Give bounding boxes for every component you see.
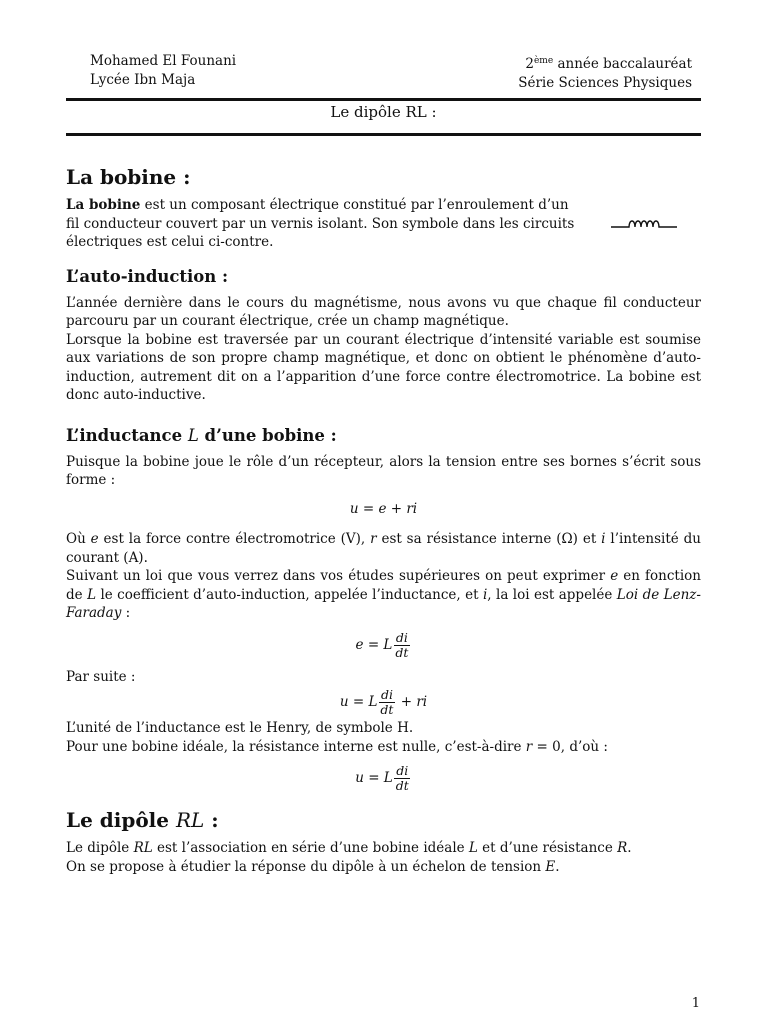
section-title-dipole: Le dipôle RL : xyxy=(66,808,219,832)
equation-u-full: u = L $\frac{di}{dt}$ + ri xyxy=(339,687,428,717)
section-title-inductance: L’inductance L d’une bobine : xyxy=(66,425,337,445)
header-left xyxy=(90,52,236,90)
author-name: Mohamed El Founani xyxy=(90,53,237,69)
class-year: 2ème année baccalauréat xyxy=(525,56,692,72)
section-title-auto-induction: L’auto-induction : xyxy=(66,266,229,286)
section-title-bobine: La bobine : xyxy=(66,165,191,189)
auto-induction-p2: Lorsque la bobine est traversée par un courant électrique d’intensité variable est soumise aux variations de son propre champ magnétique, et donc on obtient le phénomène d’auto-induction, autrement dit on a l’apparition d’une force contre électromotrice. La bobine est donc auto-inductive. xyxy=(66,331,701,403)
title-rule-top xyxy=(66,98,701,101)
coil-symbol xyxy=(586,217,701,231)
dipole-p2: On se propose à étudier la réponse du dipôle à un échelon de tension E. xyxy=(66,858,560,875)
equation-ideal-coil: u = L $\frac{di}{dt}$ xyxy=(355,763,409,793)
inductance-p1: Puisque la bobine joue le rôle d’un récepteur, alors la tension entre ses bornes s’écrit sous forme : xyxy=(66,453,701,488)
dipole-p1: Le dipôle RL est l’association en série d’une bobine idéale L et d’une résistance R. xyxy=(66,840,632,856)
inductance-p6: Pour une bobine idéale, la résistance interne est nulle, c’est-à-dire r = 0, d’où : xyxy=(66,738,608,755)
auto-induction-p1: L’année dernière dans le cours du magnétisme, nous avons vu que chaque fil conducteur parcouru par un courant électrique, crée un champ magnétique. xyxy=(66,294,701,329)
bobine-intro-text: La bobine est un composant électrique constitué par l’enroulement d’un fil conducteur couvert par un vernis isolant. Son symbole dans les circuits électriques est celui ci-contre. xyxy=(66,197,575,250)
main-content xyxy=(66,164,701,876)
document-title: Le dipôle RL : xyxy=(330,103,437,121)
inductance-p3: Suivant un loi que vous verrez dans vos études supérieures on peut exprimer e en fonction de L le coefficient d’auto-induction, appelée l’inductance, et i, la loi est appelée Loi de Lenz-Faraday : xyxy=(66,568,701,621)
equation-lenz-faraday: e = L $\frac{di}{dt}$ xyxy=(355,629,409,660)
inductance-p2: Où e est la force contre électromotrice (V), r est sa résistance interne (Ω) et i l’intensité du courant (A). xyxy=(66,531,701,566)
inductor-icon xyxy=(611,217,677,231)
bobine-intro xyxy=(66,196,701,252)
page-number: 1 xyxy=(691,996,700,1011)
equation-tension: u = e + ri xyxy=(349,500,418,517)
title-rule-bottom xyxy=(66,133,701,136)
inductance-p4: Par suite : xyxy=(66,668,136,685)
inductance-p5: L’unité de l’inductance est le Henry, de symbole H. xyxy=(66,720,414,736)
class-series: Série Sciences Physiques xyxy=(518,75,692,91)
header-right xyxy=(518,52,692,93)
school-name: Lycée Ibn Maja xyxy=(90,72,196,88)
